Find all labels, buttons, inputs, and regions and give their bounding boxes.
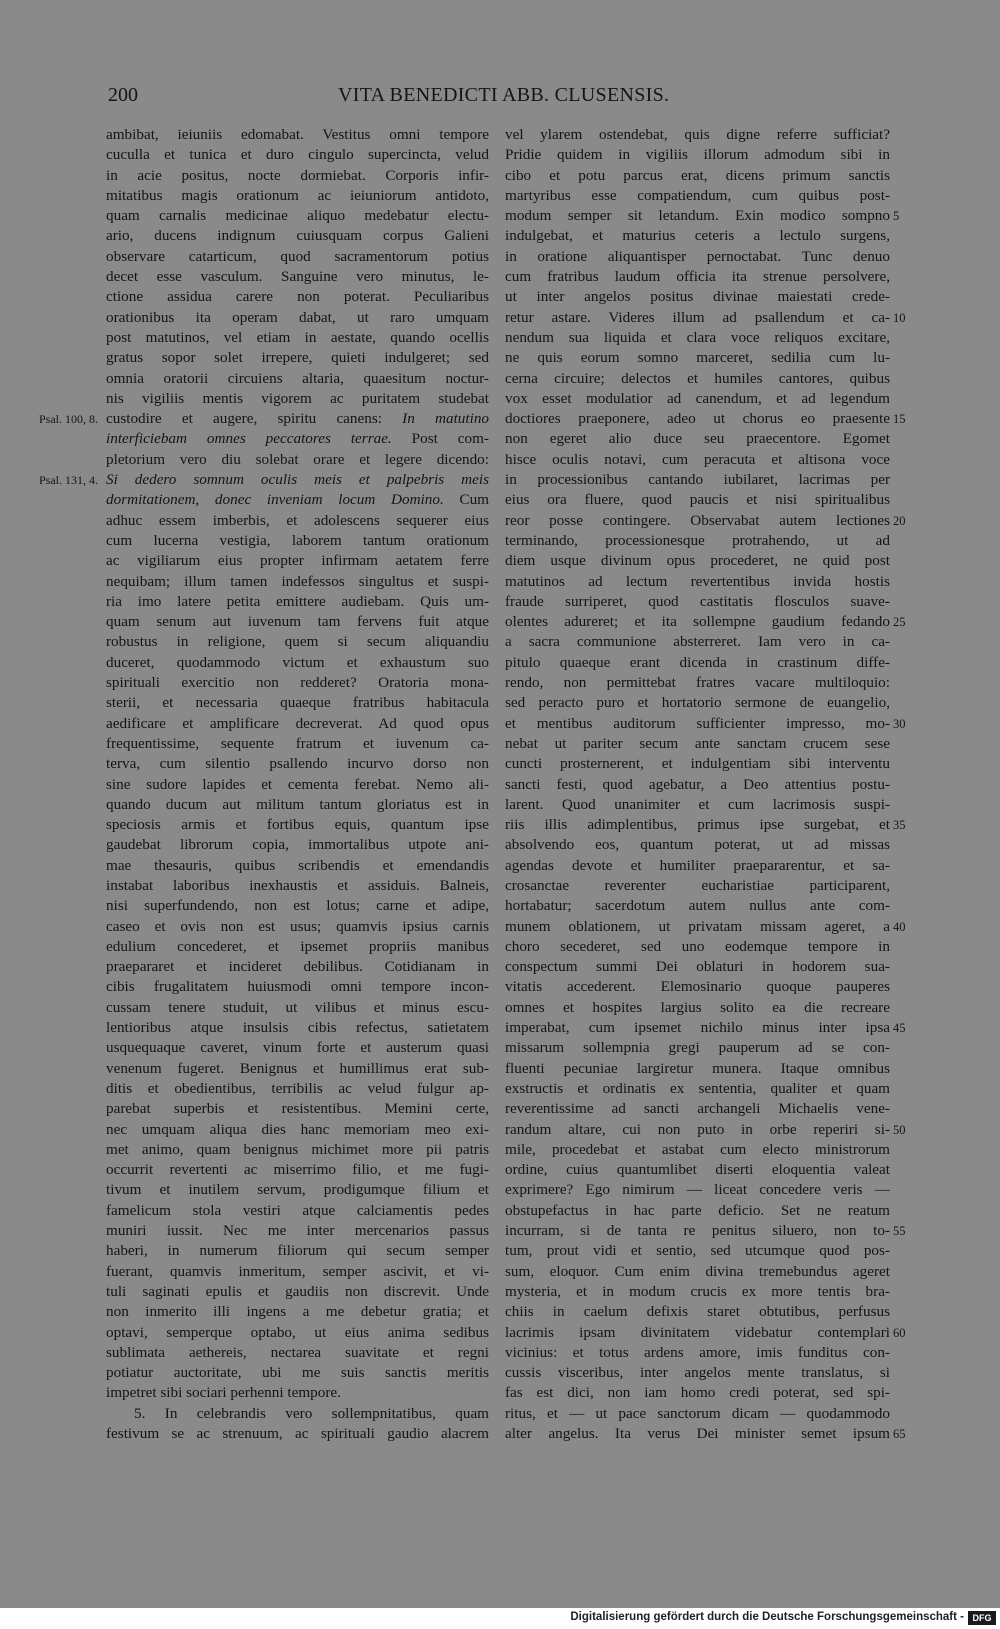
psalm-reference: Psal. 100, 8.	[38, 412, 98, 427]
text-line: hortabatur; sacerdotum autem nullus ante com-	[505, 897, 890, 915]
text-line: reor posse contingere. Observabat autem lectiones	[505, 511, 890, 529]
text-run: 5. In celebrandis vero sollempnitatibus, quam	[134, 1404, 489, 1422]
text-line: reverentissime ad sancti archangeli Michaelis vene-	[505, 1100, 890, 1118]
text-line	[106, 998, 489, 1018]
text-line: cuncti prosternerent, et indulgentiam sibi interventu	[505, 755, 890, 773]
text-line: ut inter angelos positus divinae maiestati crede-	[505, 288, 890, 306]
text-line	[106, 369, 489, 389]
text-line	[106, 714, 489, 734]
text-run: parebat superbis et resistentibus. Memini certe,	[106, 1100, 489, 1118]
text-run: decet esse vasculum. Sanguine vero minutus, le-	[106, 268, 489, 286]
text-run: cussam tenere studuit, ut vilibus et minus escu-	[106, 998, 489, 1016]
text-line: in processionibus cantando iubilaret, lacrimas per	[505, 471, 890, 489]
text-line: choro secederet, sed uno eodemque tempore in	[505, 937, 890, 955]
text-line: fas est dici, non iam homo credi poterat, sed spi-	[505, 1384, 890, 1402]
text-line	[106, 186, 489, 206]
text-run: spirituali exercitio non redderet? Oratoria mona-	[106, 674, 489, 692]
text-run: ditis et obedientibus, terribilis ac velud fulgur ap-	[106, 1079, 489, 1097]
text-line: terminando, processionesque protrahendo, ut ad	[505, 531, 890, 549]
text-line	[106, 1302, 489, 1322]
text-run: observare catarticum, quod sacramentorum potius	[106, 247, 489, 265]
line-number: 5	[893, 209, 900, 224]
text-line: fluenti pecuniae largiretur munera. Itaque omnibus	[505, 1059, 890, 1077]
text-run: pletorium vero diu solebat orare et legere dicendo:	[106, 450, 489, 468]
running-title: VITA BENEDICTI ABB. CLUSENSIS.	[338, 84, 670, 106]
line-number: 20	[893, 513, 906, 528]
dfg-logo: DFG	[968, 1611, 996, 1625]
text-line	[106, 937, 489, 957]
text-line: martyribus esse compatiendum, cum quibus post-	[505, 186, 890, 204]
text-line: cussis visceribus, inter angelos mente translatus, si	[505, 1364, 890, 1382]
text-run: fuerant, quamvis inmeritum, semper ascivit, et vi-	[106, 1262, 489, 1280]
text-line	[106, 1160, 489, 1180]
text-line: conspectum summi Dei oblaturi in hodorem sua-	[505, 958, 890, 976]
line-number: 60	[893, 1325, 906, 1340]
text-line	[106, 166, 489, 186]
text-line	[106, 450, 489, 470]
text-line	[106, 693, 489, 713]
text-line: non egeret alio duce seu praecentore. Egomet	[505, 430, 890, 448]
text-run: quam carnalis medicinae aliquo medebatur electu-	[106, 207, 489, 225]
line-number: 40	[893, 919, 906, 934]
text-line	[106, 1201, 489, 1221]
text-line: retur astare. Videres illum ad psallendum et ca-	[505, 308, 890, 326]
text-line: absolvendo eos, quantum poterat, ut ad missas	[505, 836, 890, 854]
text-line: exstructis et ordinatis ex sententia, qualiter et quam	[505, 1079, 890, 1097]
text-line	[106, 1323, 489, 1343]
text-line: incurram, si de tanta re penitus siluero, non to-	[505, 1222, 890, 1240]
text-line	[106, 775, 489, 795]
text-run: nec umquam aliqua dies hanc memoriam meo exi-	[106, 1120, 489, 1138]
text-run: nequibam; illum tamen indefessos singultus et suspi-	[106, 572, 489, 590]
text-run: gratus sopor solet irrepere, quieti indulgeret; sed	[106, 349, 489, 367]
text-line	[106, 1282, 489, 1302]
text-run: robustus in religione, quem si secum aliquandiu	[106, 633, 489, 651]
italic-quote: dormitationem, donec inveniam locum Domino.	[106, 491, 444, 509]
text-run: muniri iussit. Nec me inter mercenarios passus	[106, 1222, 489, 1240]
text-run: ac vigiliarum eius propter infirmam aetatem ferre	[106, 552, 489, 570]
text-line: riis illis adimplentibus, primus ipse surgebat, et	[505, 816, 890, 834]
text-line: eius ora fluere, quod paucis et nisi spiritualibus	[505, 491, 890, 509]
italic-quote: interficiebam omnes peccatores terrae.	[106, 430, 392, 448]
text-line	[106, 1262, 489, 1282]
text-line: matutinos ad lectum revertentibus invida hostis	[505, 572, 890, 590]
right-text-column	[505, 125, 890, 1444]
text-line	[106, 511, 489, 531]
text-line: lacrimis ipsam divinitatem videbatur contemplari	[505, 1323, 890, 1341]
text-line: sed peracto puro et hortatorio sermone de euangelio,	[505, 694, 890, 712]
text-line	[106, 653, 489, 673]
text-line: larent. Quod unanimiter et cum lacrimosis suspi-	[505, 795, 890, 813]
italic-quote: In matutino	[402, 410, 489, 428]
text-line: diem usque divinum opus procederet, ne quid post	[505, 552, 890, 570]
text-run: ria imo latere petita emittere audiebam. Quis um-	[106, 592, 489, 610]
text-line: hisce oculis notavi, cum peracuta et altisona voce	[505, 450, 890, 468]
text-line	[106, 977, 489, 997]
text-run: terva, cum silentio psallendo incurvo dorso non	[106, 755, 489, 773]
text-line	[106, 835, 489, 855]
text-run: post matutinos, vel etiam in aestate, quando ocellis	[106, 328, 489, 346]
text-run: duceret, quodammodo victum et exhaustum suo	[106, 653, 489, 671]
text-line	[106, 1343, 489, 1363]
text-line: ordine, cuius quantumlibet diserti eloquentia valeat	[505, 1161, 890, 1179]
line-number: 35	[893, 818, 906, 833]
text-line	[106, 1140, 489, 1160]
text-run: cuculla et tunica et duro cingulo supercincta, velud	[106, 146, 489, 164]
text-run: usquequaque caveret, vinum forte et austerum quasi	[106, 1039, 489, 1057]
text-line	[106, 145, 489, 165]
text-line	[106, 1018, 489, 1038]
text-line: olentes adureret; et ita sollempne gaudium fedando	[505, 613, 890, 631]
text-run: famelicum stola vestiri atque calciamentis pedes	[106, 1201, 489, 1219]
text-line: doctiores praeponere, adeo ut chorus eo praesente	[505, 410, 890, 428]
text-run: edulium concederet, et ipsemet propriis manibus	[106, 937, 489, 955]
text-run: ambibat, ieiuniis edomabat. Vestitus omni tempore	[106, 126, 489, 143]
text-run: non inmerito illi ingens a me debetur gratia; et	[106, 1303, 489, 1321]
text-run: frequentissime, sequente fratrum et iuvenum ca-	[106, 734, 489, 752]
text-line	[106, 247, 489, 267]
text-line: vicinius: et totus ardens amore, imis funditus con-	[505, 1343, 890, 1361]
text-run: gaudebat librorum copia, immortalibus utpote ani-	[106, 836, 489, 854]
text-line: et mentibus auditorum sufficienter impresso, mo-	[505, 714, 890, 732]
text-line	[106, 308, 489, 328]
text-line: missarum sollempnia gregi pauperum ad se con-	[505, 1039, 890, 1057]
text-line	[106, 734, 489, 754]
line-number: 10	[893, 310, 906, 325]
italic-quote: Si dedero somnum oculis meis et palpebris meis	[106, 471, 489, 489]
text-line: chiis in caelum defixis staret obtutibus, perfusus	[505, 1303, 890, 1321]
footer-bar	[0, 1608, 1000, 1629]
text-line	[106, 1424, 489, 1444]
text-line: ne quis eorum somno marceret, sedilia cum lu-	[505, 349, 890, 367]
text-line	[106, 490, 489, 510]
text-line: in oratione aliquantisper pernoctabat. Tunc denuo	[505, 247, 890, 265]
text-run: sine sudore lapides et cementa ferebat. Nemo ali-	[106, 775, 489, 793]
text-run: caseo et ovis non est usus; quamvis ipsius carnis	[106, 917, 489, 935]
text-line	[106, 592, 489, 612]
text-run: cum lucerna vestigia, laborem tantum orationum	[106, 531, 489, 549]
line-number: 25	[893, 615, 906, 630]
text-run: haberi, in numerum filiorum qui secum semper	[106, 1242, 489, 1260]
text-line	[106, 815, 489, 835]
text-line: rendo, non permittebat fratres vacare multiloquio:	[505, 674, 890, 692]
text-line	[106, 856, 489, 876]
text-line: tum, prout vidi et sentio, sed utcumque quod pos-	[505, 1242, 890, 1260]
text-run: ario, ducens indignum cuiusquam corpus Galieni	[106, 227, 489, 245]
text-line: alter angelus. Ita verus Dei minister semet ipsum	[505, 1425, 890, 1442]
text-line	[106, 409, 489, 429]
text-line: indulgebat, et maturius ceteris a lectulo surgens,	[505, 227, 890, 245]
text-line	[106, 429, 489, 449]
text-line: vitatis accederent. Elemosinario quoque pauperes	[505, 978, 890, 996]
line-number: 50	[893, 1122, 906, 1137]
text-run: quando ducum aut militum tantum gloriatus est in	[106, 795, 489, 813]
text-line: Pridie quidem in vigiliis illorum admodum sibi in	[505, 146, 890, 164]
text-run: cibis frugalitatem huiusmodi omni tempore incon-	[106, 978, 489, 996]
text-line	[106, 125, 489, 145]
text-run: mitatibus magis orationum ac ieiuniorum antidoto,	[106, 186, 489, 204]
text-run: Cum	[443, 491, 489, 509]
text-run: lentioribus atque insulsis cibis refectus, satietatem	[106, 1019, 489, 1037]
text-line	[106, 572, 489, 592]
text-run: quam senum aut iuvenum tam fervens fuit atque	[106, 613, 489, 631]
text-line	[106, 1404, 489, 1424]
text-line	[106, 206, 489, 226]
text-line: randum altare, cui non puto in orbe reperiri si-	[505, 1120, 890, 1138]
text-line	[106, 917, 489, 937]
text-line	[106, 1180, 489, 1200]
text-line	[106, 612, 489, 632]
text-line	[106, 1038, 489, 1058]
funding-notice: Digitalisierung gefördert durch die Deutsche Forschungsgemeinschaft -	[570, 1611, 964, 1623]
text-run: praepararet et incideret debilibus. Cotidianam in	[106, 958, 489, 976]
left-text-column	[106, 125, 489, 1444]
text-line	[106, 754, 489, 774]
text-run: nisi superfundendo, non est lotus; carne et adipe,	[106, 897, 489, 915]
text-line: sancti festi, quod agebatur, a Deo attentius postu-	[505, 775, 890, 793]
text-line: munem oblationem, ut privatam missam ageret, a	[505, 917, 890, 935]
text-line: a sacra communione absterreret. Iam vero in ca-	[505, 633, 890, 651]
text-line	[106, 1099, 489, 1119]
text-line: imperabat, cum ipsemet nichilo minus inter ipsa	[505, 1019, 890, 1037]
text-run: adhuc essem imberbis, et adolescens sequerer eius	[106, 511, 489, 529]
text-run: optavi, semperque optabo, ut eius anima sedibus	[106, 1323, 489, 1341]
line-number: 55	[893, 1224, 906, 1239]
line-number: 45	[893, 1021, 906, 1036]
text-line	[106, 470, 489, 490]
text-line	[106, 673, 489, 693]
text-line	[106, 1059, 489, 1079]
line-number: 30	[893, 716, 906, 731]
psalm-reference: Psal. 131, 4.	[38, 473, 98, 488]
text-line	[106, 287, 489, 307]
text-line: nendum sua liquida et clara voce reliquos excitare,	[505, 328, 890, 346]
text-line	[106, 551, 489, 571]
text-run: venenum fugeret. Benignus et humillimus erat sub-	[106, 1059, 489, 1077]
text-run: sterii, et necessaria quaeque fratribus habitacula	[106, 694, 489, 712]
text-run: impetret sibi sociari perhenni tempore.	[106, 1384, 341, 1402]
text-line	[106, 226, 489, 246]
text-line: nebat ut pariter secum ante sanctam crucem sese	[505, 734, 890, 752]
text-line	[106, 957, 489, 977]
text-line	[106, 267, 489, 287]
text-line: cerna circuire; delectos et humiles cantores, quibus	[505, 369, 890, 387]
text-run: custodire et augere, spiritu canens:	[106, 410, 403, 428]
text-line	[106, 328, 489, 348]
text-run: tivum et inutilem servum, prodigumque filium et	[106, 1181, 489, 1199]
line-number: 65	[893, 1427, 906, 1442]
text-run: tuli saginati epulis et gaudiis non discrevit. Unde	[106, 1282, 489, 1300]
text-line	[106, 1221, 489, 1241]
text-run: speciosis armis et fortibus equis, quantum ipse	[106, 816, 489, 834]
text-run: potiatur auctoritate, ubi me suis sanctis meritis	[106, 1364, 489, 1382]
text-run: occurrit revertenti ac miserrimo filio, et me fugi-	[106, 1161, 489, 1179]
text-line	[106, 1363, 489, 1383]
text-run: Post com-	[391, 430, 489, 448]
page-number: 200	[108, 84, 138, 106]
text-line: cibo et potu parcus erat, dicens primum sanctis	[505, 166, 890, 184]
text-line: ritus, et — ut pace sanctorum dicam — quodammodo	[505, 1404, 890, 1422]
text-run: sublimata aethereis, nectarea suavitate et regni	[106, 1343, 489, 1361]
text-run: met animo, quam benignus michimet more pii patris	[106, 1140, 489, 1158]
text-line	[106, 1120, 489, 1140]
text-line	[106, 1383, 489, 1403]
text-line: omnes et hospites largius solito ea die recreare	[505, 998, 890, 1016]
text-line: exprimere? Ego nimirum — liceat concedere veris —	[505, 1181, 890, 1199]
text-line	[106, 1241, 489, 1261]
text-run: nis vigiliis mentis vigorem ac puritatem studebat	[106, 389, 489, 407]
text-line: modum semper sit letandum. Exin modico sompno	[505, 207, 890, 225]
text-line	[106, 632, 489, 652]
text-line: mysteria, et in modum crucis ex more tentis bra-	[505, 1282, 890, 1300]
text-line: mile, procedebat et astabat cum electo ministrorum	[505, 1140, 890, 1158]
text-line	[106, 389, 489, 409]
text-line: agendas devote et humiliter praepararentur, et sa-	[505, 856, 890, 874]
text-line	[106, 1079, 489, 1099]
text-run: aedificare et amplificare decreverat. Ad quod opus	[106, 714, 489, 732]
line-number: 15	[893, 412, 906, 427]
text-run: festivum se ac strenuum, ac spirituali gaudio alacrem	[106, 1425, 489, 1442]
text-run: ctione assidua carere non poterat. Peculiaribus	[106, 288, 489, 306]
text-line: obstupefactus in hac parte deficio. Set ne reatum	[505, 1201, 890, 1219]
text-line: fraude surriperet, quod castitatis flosculos suave-	[505, 592, 890, 610]
text-line	[106, 896, 489, 916]
text-line	[106, 876, 489, 896]
text-line: vel ylarem ostendebat, quis digne referre sufficiat?	[505, 126, 890, 143]
text-line	[106, 348, 489, 368]
page-header	[0, 84, 1000, 114]
text-line: cum fratribus laudum officia ita strenue persolvere,	[505, 268, 890, 286]
text-line: pitulo quaeque erant dicenda in crastinum diffe-	[505, 653, 890, 671]
text-run: omnia oratorii circuiens altaria, quaesitum noctur-	[106, 369, 489, 387]
text-run: orationibus ita operam dabat, ut raro umquam	[106, 308, 489, 326]
text-line: crosanctae reverenter eucharistiae participarent,	[505, 876, 890, 894]
text-line	[106, 531, 489, 551]
text-line	[106, 795, 489, 815]
text-run: instabat laboribus inexhaustis et assiduis. Balneis,	[106, 876, 489, 894]
text-run: in acie positus, nocte dormiebat. Corporis infir-	[106, 166, 489, 184]
text-line: sum, eloquor. Cum enim divina tremebundus ageret	[505, 1262, 890, 1280]
text-run: mae thesauris, quibus scribendis et emendandis	[106, 856, 489, 874]
text-line: vox esset modulatior ad canendum, et ad legendum	[505, 389, 890, 407]
